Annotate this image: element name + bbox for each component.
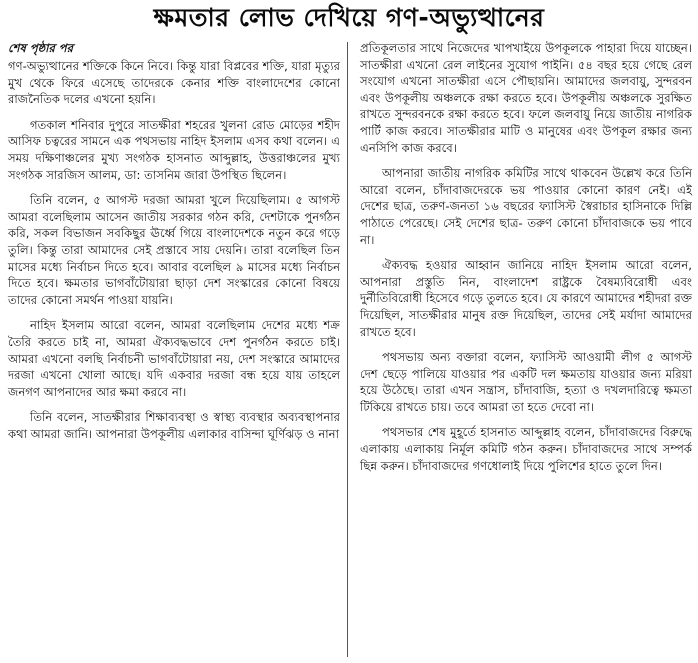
paragraph: নাহিদ ইসলাম আরো বলেন, আমরা বলেছিলাম দেশের মধ্যে শক্র তৈরি করতে চাই না, আমরা ঐক্যবদ্ধভাবে দেশ পুনর্গঠন করতে চাই। আমরা এখনো বলছি নির্বাচনী ভাগবাঁটোয়ারা নয়, দেশ সংস্কারে আমাদের দরজা এখনো খোলা আছে। যদি একবার দরজা বন্ধ হয়ে যায় তাহলে জনগণ আপনাদের আর ক্ষমা করবে না। (8, 318, 340, 399)
paragraph: পথসভার শেষ মুহূর্তে হাসনাত আব্দুল্লাহ বলেন, চাঁদাবাজদের বিরুদ্ধে এলাকায় এলাকায় নির্মূল কমিটি গঠন করুন। চাঁদাবাজদের সাথে সম্পর্ক ছিন্ন করুন। চাঁদাবাজদের গণধোলাই দিয়ে পুলিশের হাতে তুলে দিন। (360, 425, 692, 473)
article-headline: ক্ষমতার লোভ দেখিয়ে গণ-অভ্যুত্থানের (153, 2, 545, 32)
column-divider (347, 42, 348, 657)
right-column (360, 40, 692, 483)
paragraph: আপনারা জাতীয় নাগরিক কমিটির সাথে থাকবেন উল্লেখ করে তিনি আরো বলেন, চাঁদাবাজদেরকে ভয় পাওয়ার কোনো কারণ নেই। এই দেশের ছাত্র, তরুণ-জনতা ১৬ বছরের ফ্যাসিস্ট স্বৈরাচার হাসিনাকে দিল্লি পাঠাতে পেরেছে। সেই দেশের ছাত্র- তরুণ কোনো চাঁদাবাজকে ভয় পাবে না। (360, 166, 692, 247)
left-column (8, 40, 340, 451)
paragraph: ঐক্যবদ্ধ হওয়ার আহ্বান জানিয়ে নাহিদ ইসলাম আরো বলেন, আপনারা প্রস্তুতি নিন, বাংলাদেশ রাষ্ট্রকে বৈষম্যবিরোধী এবং দুর্নীতিবিরোধী হিসেবে গড়ে তুলতে হবে। যে কারণে আমাদের শহীদরা রক্ত দিয়েছিল, সাতক্ষীরার মানুষ রক্ত দিয়েছিল, তাদের সেই মর্যাদা আমাদের রাখতে হবে। (360, 258, 692, 339)
paragraph: গণ-অভ্যুত্থানের শক্তিকে কিনে নিবে। কিন্তু যারা বিপ্লবের শক্তি, যারা মৃত্যুর মুখ থেকে ফিরে এসেছে তাদেরকে কেনার শক্তি বাংলাদেশের কোনো রাজনৈতিক দলের এখনো হয়নি। (8, 59, 340, 107)
continuation-kicker: শেষ পৃষ্ঠার পর (8, 41, 73, 55)
paragraph: তিনি বলেন, সাতক্ষীরার শিক্ষাব্যবস্থা ও স্বাস্থ্য ব্যবস্থার অব্যবস্থাপনার কথা আমরা জানি। আপনারা উপকূলীয় এলাকার বাসিন্দা ঘূর্ণিঝড় ও নানা (8, 410, 340, 441)
paragraph: তিনি বলেন, ৫ আগস্ট দরজা আমরা খুলে দিয়েছিলাম। ৫ আগস্ট আমরা বলেছিলাম আসেন জাতীয় সরকার গঠন করি, দেশটাকে পুনর্গঠন করি, সকল বিভাজন সবকিছুর ঊর্ধ্বে গিয়ে বাংলাদেশকে নতুন করে গড়ে তুলি। কিন্তু তারা আমাদের সেই প্রস্তাবে সায় দেয়নি। তারা বলেছিল তিন মাসের মধ্যে নির্বাচন দিতে হবে। আবার বলেছিল ৯ মাসের মধ্যে নির্বাচন দিতে হবে। ক্ষমতার ভাগবাঁটোয়ারা ছাড়া দেশ সংস্কারের কোনো বিষয়ে তাদের কোনো সমর্থন পাওয়া যায়নি। (8, 193, 340, 307)
paragraph: প্রতিকূলতার সাথে নিজেদের খাপখাইয়ে উপকূলকে পাহারা দিয়ে যাচ্ছেন। সাতক্ষীরা এখনো রেল লাইনের সুযোগ পাইনি। ৫৪ বছর হয়ে গেছে রেল সংযোগ এখনো সাতক্ষীরা এসে পৌছায়নি। আমাদের জলবায়ু, সুন্দরবন এবং উপকূলীয় অঞ্চলকে রক্ষা করতে হবে। উপকূলীয় অঞ্চলকে সুরক্ষিত রাখতে সুন্দরবনকে রক্ষা করতে হবে। ফলে জলবায়ু নিয়ে জাতীয় নাগরিক পার্টি কাজ করবে। সাতক্ষীরার মাটি ও মানুষের এবং উপকূল রক্ষার জন্য এনসিপি কাজ করবে। (360, 41, 692, 155)
paragraph: পথসভায় অন্য বক্তারা বলেন, ফ্যাসিস্ট আওয়ামী লীগ ৫ আগস্ট দেশ ছেড়ে পালিয়ে যাওয়ার পর একটি দল ক্ষমতায় যাওয়ার জন্য মরিয়া হয়ে উঠেছে। তারা এখন সন্ত্রাস, চাঁদাবাজি, হত্যা ও দখলদারিত্বে ক্ষমতা টিকিয়ে রাখতে চায়। তবে আমরা তা হতে দেবো না। (360, 350, 692, 414)
paragraph: গতকাল শনিবার দুপুরে সাতক্ষীরা শহরের খুলনা রোড মোড়ের শহীদ আসিফ চত্বরের সামনে এক পথসভায় নাহিদ ইসলাম এসব কথা বলেন। এ সময় দক্ষিণাঞ্চলের মুখ্য সংগঠক হাসনাত আব্দুল্লাহ, উত্তরাঞ্চলের মুখ্য সংগঠক সারজিস আলম, ডা: তাসনিম জারা উপস্থিত ছিলেন। (8, 117, 340, 182)
